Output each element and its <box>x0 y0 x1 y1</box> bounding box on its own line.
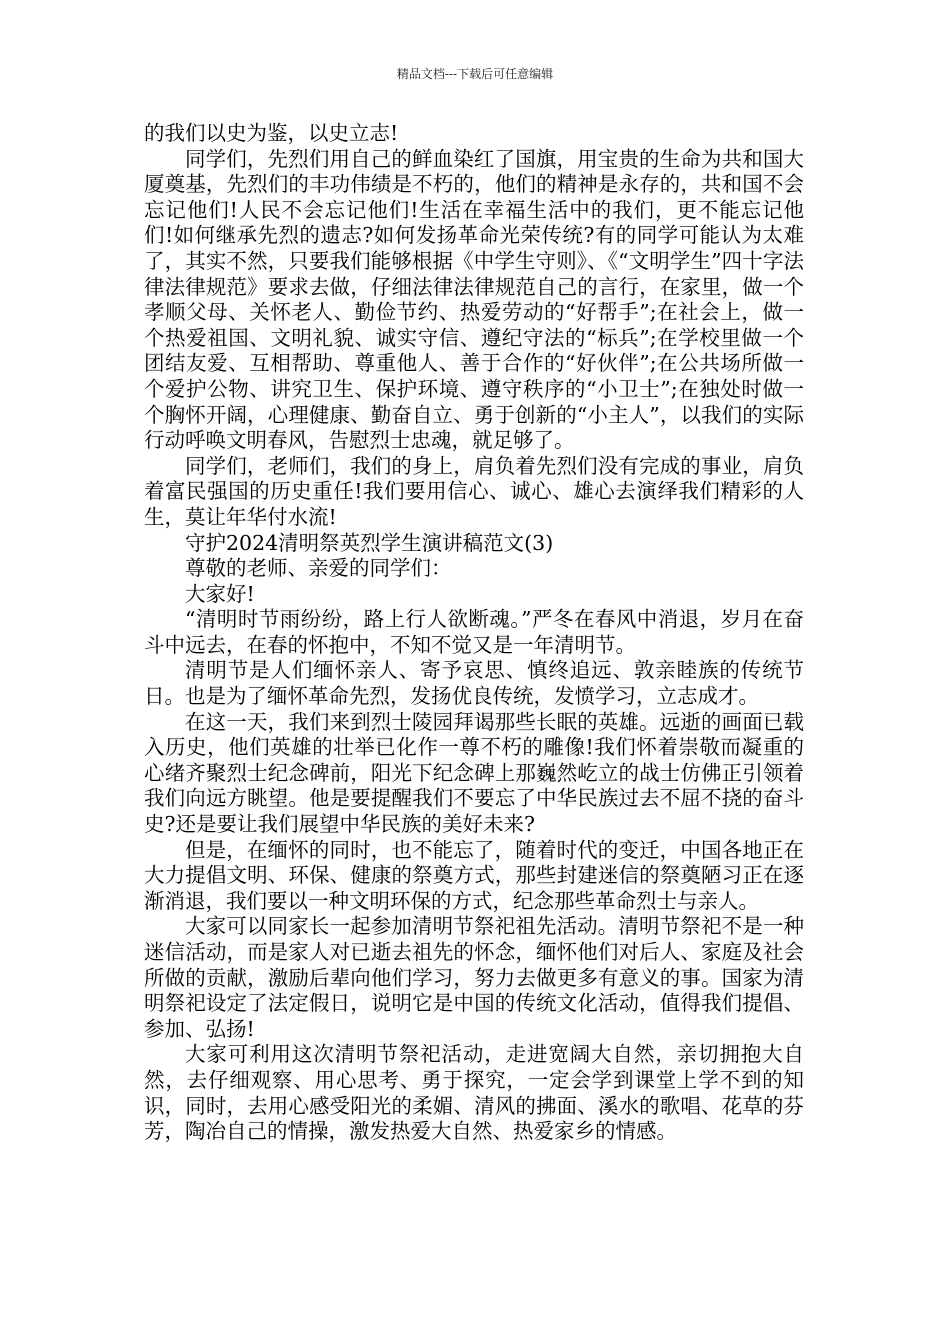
paragraph: 大家可以同家长一起参加清明节祭祀祖先活动。清明节祭祀不是一种迷信活动，而是家人对已逝去祖先的怀念，缅怀他们对后人、家庭及社会所做的贡献，激励后辈向他们学习，努力去做更多有意义的事。国家为清明祭祀设定了法定假日，说明它是中国的传统文化活动，值得我们提倡、参加、弘扬! <box>144 914 804 1041</box>
paragraph: 大家可利用这次清明节祭祀活动，走进宽阔大自然，亲切拥抱大自然，去仔细观察、用心思考、勇于探究，一定会学到课堂上学不到的知识，同时，去用心感受阳光的柔媚、清风的拂面、溪水的歌唱、花草的芬芳，陶冶自己的情操，激发热爱大自然、热爱家乡的情感。 <box>144 1042 804 1144</box>
paragraph: 同学们，老师们，我们的身上，肩负着先烈们没有完成的事业，肩负着富民强国的历史重任!我们要用信心、诚心、雄心去演绎我们精彩的人生，莫让年华付水流! <box>144 453 804 529</box>
document-body <box>144 121 804 1145</box>
section-title: 守护2024清明祭英烈学生演讲稿范文(3) <box>185 530 554 555</box>
paragraph: 在这一天，我们来到烈士陵园拜谒那些长眠的英雄。远逝的画面已载入历史，他们英雄的壮举已化作一尊不朽的雕像!我们怀着崇敬而凝重的心绪齐聚烈士纪念碑前，阳光下纪念碑上那巍然屹立的战士仿佛正引领着我们向远方眺望。他是要提醒我们不要忘了中华民族过去不屈不挠的奋斗史?还是要让我们展望中华民族的美好未来? <box>144 709 804 837</box>
page-header: 精品文档---下载后可任意编辑 <box>396 67 554 81</box>
paragraph-continuation: 的我们以史为鉴，以史立志! <box>144 121 399 145</box>
paragraph: 清明节是人们缅怀亲人、寄予哀思、慎终追远、敦亲睦族的传统节日。也是为了缅怀革命先烈，发扬优良传统，发愤学习，立志成才。 <box>144 658 804 709</box>
paragraph: 但是，在缅怀的同时，也不能忘了，随着时代的变迁，中国各地正在大力提倡文明、环保、健康的祭奠方式，那些封建迷信的祭奠陋习正在逐渐消退，我们要以一种文明环保的方式，纪念那些革命烈士与亲人。 <box>144 837 804 913</box>
paragraph: 同学们，先烈们用自己的鲜血染红了国旗，用宝贵的生命为共和国大厦奠基，先烈们的丰功伟绩是不朽的，他们的精神是永存的，共和国不会忘记他们!人民不会忘记他们!生活在幸福生活中的我们，更不能忘记他们!如何继承先烈的遗志?如何发扬革命光荣传统?有的同学可能认为太难了，其实不然，只要我们能够根据《中学生守则》、《“文明学生”四十字法律法律规范》要求去做，仔细法律法律规范自己的言行，在家里，做一个孝顺父母、关怀老人、勤俭节约、热爱劳动的“好帮手”;在社会上，做一个热爱祖国、文明礼貌、诚实守信、遵纪守法的“标兵”;在学校里做一个团结友爱、互相帮助、尊重他人、善于合作的“好伙伴”;在公共场所做一个爱护公物、讲究卫生、保护环境、遵守秩序的“小卫士”;在独处时做一个胸怀开阔，心理健康、勤奋自立、勇于创新的“小主人”，以我们的实际行动呼唤文明春风，告慰烈士忠魂，就足够了。 <box>144 146 804 453</box>
greeting: 大家好! <box>185 581 255 606</box>
paragraph: “清明时节雨纷纷，路上行人欲断魂。”严冬在春风中消退，岁月在奋斗中远去，在春的怀抱中，不知不觉又是一年清明节。 <box>144 607 804 657</box>
salutation: 尊敬的老师、亲爱的同学们： <box>185 556 452 581</box>
